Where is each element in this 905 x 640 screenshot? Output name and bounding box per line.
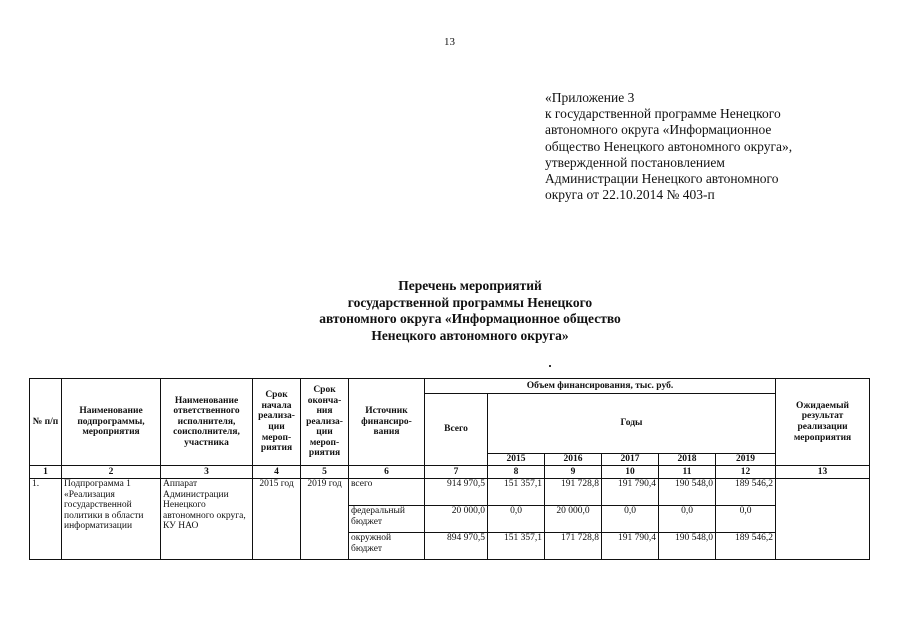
- year-value-cell: 151 357,1: [488, 533, 545, 560]
- column-number: 13: [776, 466, 870, 479]
- header-end: Срок оконча-ния реализа-ции мероп-риятия: [301, 379, 349, 466]
- column-number: 9: [545, 466, 602, 479]
- year-value-cell: 191 728,8: [545, 479, 602, 506]
- column-number: 5: [301, 466, 349, 479]
- total-cell: 20 000,0: [425, 506, 488, 533]
- year-value-cell: 189 546,2: [716, 533, 776, 560]
- document-title: [200, 278, 740, 344]
- column-number: 12: [716, 466, 776, 479]
- year-value-cell: 0,0: [659, 506, 716, 533]
- header-year: 2017: [602, 454, 659, 466]
- title-line: государственной программы Ненецкого: [347, 294, 593, 310]
- total-cell: 914 970,5: [425, 479, 488, 506]
- appendix-line: Администрации Ненецкого автономного: [545, 171, 779, 187]
- header-year: 2019: [716, 454, 776, 466]
- appendix-line: округа от 22.10.2014 № 403-п: [545, 187, 715, 203]
- row-start: 2015 год: [253, 479, 301, 560]
- year-value-cell: 0,0: [488, 506, 545, 533]
- year-value-cell: 0,0: [716, 506, 776, 533]
- column-number: 6: [349, 466, 425, 479]
- row-num: 1.: [30, 479, 62, 560]
- column-number: 3: [161, 466, 253, 479]
- header-name: Наименование подпрограммы, мероприятия: [62, 379, 161, 466]
- column-number: 1: [30, 466, 62, 479]
- header-year: 2015: [488, 454, 545, 466]
- header-year: 2016: [545, 454, 602, 466]
- total-cell: 894 970,5: [425, 533, 488, 560]
- year-value-cell: 190 548,0: [659, 533, 716, 560]
- year-value-cell: 190 548,0: [659, 479, 716, 506]
- header-total: Всего: [425, 394, 488, 466]
- column-number: 8: [488, 466, 545, 479]
- source-cell: федеральный бюджет: [349, 506, 425, 533]
- appendix-block: [545, 90, 792, 203]
- year-value-cell: 189 546,2: [716, 479, 776, 506]
- year-value-cell: 191 790,4: [602, 479, 659, 506]
- column-number: 7: [425, 466, 488, 479]
- row-executor: Аппарат Администрации Ненецкого автономного округа, КУ НАО: [161, 479, 253, 560]
- header-executor: Наименование ответственного исполнителя, соисполнителя, участника: [161, 379, 253, 466]
- column-number: 10: [602, 466, 659, 479]
- row-result: [776, 479, 870, 560]
- source-cell: окружной бюджет: [349, 533, 425, 560]
- header-result: Ожидаемый результат реализации мероприятия: [776, 379, 870, 466]
- year-value-cell: 151 357,1: [488, 479, 545, 506]
- table-row: [30, 479, 870, 506]
- appendix-line: утвержденной постановлением: [545, 154, 725, 170]
- header-start: Срок начала реализа-ции мероп-риятия: [253, 379, 301, 466]
- header-num: № п/п: [30, 379, 62, 466]
- title-line: автономного округа «Информационное общество: [319, 311, 621, 326]
- header-years: Годы: [488, 394, 776, 454]
- header-year: 2018: [659, 454, 716, 466]
- scan-dot: [549, 365, 551, 367]
- column-number: 4: [253, 466, 301, 479]
- header-volume: Объем финансирования, тыс. руб.: [425, 379, 776, 394]
- activities-table: [29, 378, 870, 560]
- appendix-line: «Приложение 3: [545, 90, 635, 105]
- source-cell: всего: [349, 479, 425, 506]
- row-end: 2019 год: [301, 479, 349, 560]
- row-name: Подпрограмма 1 «Реализация государственной политики в области информатизации: [62, 479, 161, 560]
- column-number: 11: [659, 466, 716, 479]
- title-line: Ненецкого автономного округа»: [371, 327, 569, 343]
- column-number: 2: [62, 466, 161, 479]
- appendix-line: к государственной программе Ненецкого: [545, 106, 781, 122]
- year-value-cell: 171 728,8: [545, 533, 602, 560]
- title-line: Перечень мероприятий: [398, 278, 542, 293]
- header-source: Источник финансиро-вания: [349, 379, 425, 466]
- year-value-cell: 191 790,4: [602, 533, 659, 560]
- page-number: 13: [444, 36, 455, 48]
- year-value-cell: 20 000,0: [545, 506, 602, 533]
- appendix-line: общество Ненецкого автономного округа»,: [545, 138, 793, 154]
- appendix-line: автономного округа «Информационное: [545, 122, 772, 138]
- column-number-row: [30, 466, 870, 479]
- year-value-cell: 0,0: [602, 506, 659, 533]
